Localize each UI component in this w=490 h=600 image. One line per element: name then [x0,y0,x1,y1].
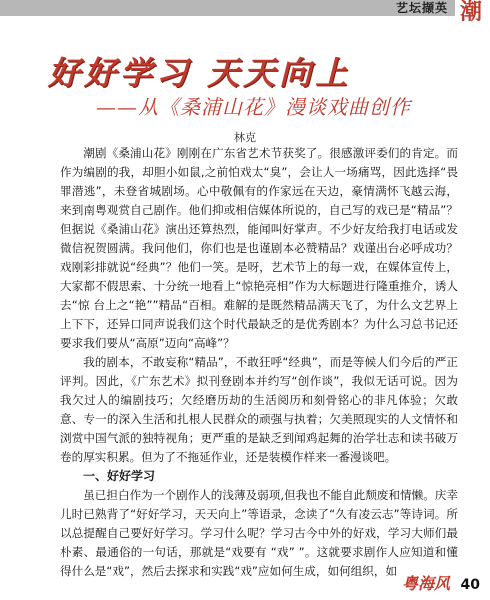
header-band [0,0,455,16]
article-title: 好好学习 天天向上 [48,54,352,92]
article-author: 林克 [234,131,256,144]
header-bar [0,0,490,26]
paragraph: 潮剧《桑浦山花》刚刚在广东省艺术节获奖了。很感激评委们的肯定。而作为编剧的我，却胆小如鼠,之前怕戏太“臭”，会让人一场痛骂，因此选择“畏罪潜逃”，未登省城剧场。心中敬佩有的作家远在天边，豪情满怀飞越云海，来到南粤观赏自己剧作。他们抑或相信媒体所说的，自己写的戏已是“精品”？但据说《桑浦山花》演出还算热烈，能闻叫好掌声。不少好友给我打电话或发微信祝贺圆满。我问他们，你们也是也谨剧本必赞精品？戏谨出台必呼成功？戏刚彩排就说“经典”？他们一笑。是呀，艺术节上的每一戏，在媒体宣传上，大家都不假思索、十分统一地看上“惊艳亮相”作为大标题进行隆重推介，诱人去“惊 台上之“艳””精品“百相。难解的是既然精品满天飞了，为什么文艺界上上下下，还异口同声说我们这个时代最缺乏的是优秀剧本？为什么习总书记还要求我们要从“高原”迈向“高峰”？ [60,146,458,350]
section-heading: 一、好好学习 [83,469,156,483]
page-number: 40 [460,577,480,593]
footer-brand-logo: 粤海风 [401,574,450,593]
paragraph: 我的剧本，不敢妄称“精品”，不敢狂呼“经典”，而是等候人们今后的严正评判。因此，《广东艺术》拟刊登剧本并约写“创作谈”，我似无话可说。因为我欠过人的编剧技巧；欠经磨历劫的生活阅历和刻骨铭心的非凡体验；欠敢意、专一的深入生活和扎根人民群众的顽强与执着；欠美照现实的人文情怀和浏赏中国气派的独特视角；更严重的是缺乏到闻鸡起舞的治学壮志和读书破万卷的厚实积累。但为了不拖延作业，还是装模作样来一番漫谈吧。 [60,355,458,464]
article-subtitle: ——从《桑浦山花》漫谈戏曲创作 [96,95,411,119]
paragraph: 虽已担白作为一个剧作人的浅薄及弱项,但我也不能自此颓废和情懒。庆幸儿时已熟背了“好好学习，天天向上”等语录，念读了“久有凌云志”等诗词。所以总提醒自己要好好学习。学习什么呢？学习古今中外的好戏，学习大师们最朴素、最通俗的一句话，那就是“戏要有 “戏” ”。这就要求剧作人应知道和懂得什么是“戏”，然后去探求和实践“戏”应如何生成，如何组织，如 [60,488,458,578]
magazine-mark-icon: 潮 [459,0,482,25]
section-label: 艺坛撷英 [395,1,448,15]
article-body [60,144,458,581]
